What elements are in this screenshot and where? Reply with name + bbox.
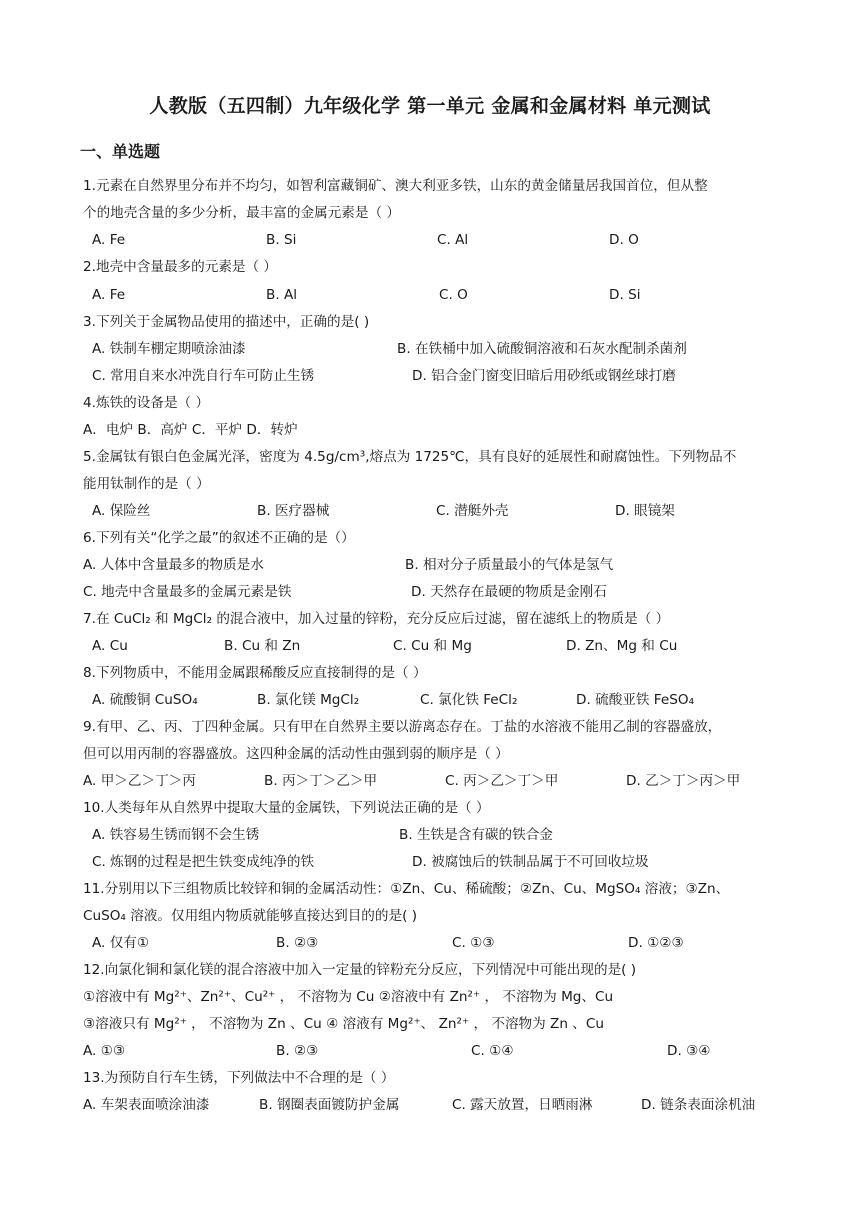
- question-12-line-1: 12.向氯化铜和氯化镁的混合溶液中加入一定量的锌粉充分反应，下列情况中可能出现的是( ): [83, 962, 637, 978]
- question-4-options: A．电炉 B．高炉 C．平炉 D．转炉: [83, 422, 298, 438]
- question-10-line-1: 10.人类每年从自然界中提取大量的金属铁，下列说法正确的是（ ）: [83, 800, 490, 816]
- question-12-line-3: ③溶液只有 Mg²⁺ ， 不溶物为 Zn 、Cu ④ 溶液有 Mg²⁺、 Zn²⁺ ， 不溶物为 Zn 、Cu: [83, 1016, 605, 1032]
- question-2-line-1: 2.地壳中含量最多的元素是（ ）: [83, 259, 278, 275]
- question-11-option-c: C. ①③: [452, 935, 495, 951]
- question-12-option-d: D. ③④: [667, 1043, 711, 1059]
- question-13-line-1: 13.为预防自行车生锈，下列做法中不合理的是（ ）: [83, 1070, 395, 1086]
- question-10-option-b: B. 生铁是含有碳的铁合金: [399, 827, 553, 843]
- question-9-option-a: A. 甲＞乙＞丁＞丙: [83, 773, 196, 789]
- question-3-option-c: C. 常用自来水冲洗自行车可防止生锈: [92, 368, 315, 384]
- question-9-line-1: 9.有甲、乙、丙、丁四种金属。只有甲在自然界主要以游离态存在。丁盐的水溶液不能用乙制的容器盛放，: [83, 719, 722, 735]
- question-2-option-c: C. O: [439, 287, 468, 303]
- question-5-option-b: B. 医疗器械: [257, 503, 330, 519]
- question-9-option-b: B. 丙＞丁＞乙＞甲: [264, 773, 378, 789]
- question-8-option-b: B. 氯化镁 MgCl₂: [257, 692, 360, 708]
- question-11-option-b: B. ②③: [276, 935, 319, 951]
- question-13-option-c: C. 露天放置，日晒雨淋: [452, 1097, 593, 1113]
- question-12-line-2: ①溶液中有 Mg²⁺、Zn²⁺、Cu²⁺ ， 不溶物为 Cu ②溶液中有 Zn²⁺ ， 不溶物为 Mg、Cu: [83, 989, 614, 1005]
- question-12-option-a: A. ①③: [83, 1043, 126, 1059]
- question-6-option-a: A. 人体中含量最多的物质是水: [83, 557, 264, 573]
- question-11-option-d: D. ①②③: [628, 935, 684, 951]
- question-11-line-1: 11.分别用以下三组物质比较锌和铜的金属活动性：①Zn、Cu、稀硫酸；②Zn、Cu、MgSO₄ 溶液；③Zn、: [83, 881, 730, 897]
- question-10-option-a: A. 铁容易生锈而钢不会生锈: [92, 827, 260, 843]
- question-8-option-d: D. 硫酸亚铁 FeSO₄: [576, 692, 695, 708]
- question-10-option-c: C. 炼钢的过程是把生铁变成纯净的铁: [92, 854, 315, 870]
- question-6-line-1: 6.下列有关“化学之最”的叙述不正确的是（）: [83, 530, 355, 546]
- question-7-line-1: 7.在 CuCl₂ 和 MgCl₂ 的混合液中，加入过量的锌粉，充分反应后过滤，留在滤纸上的物质是（ ）: [83, 611, 670, 627]
- question-1-option-c: C. Al: [437, 232, 469, 248]
- question-1-option-b: B. Si: [266, 232, 297, 248]
- question-7-option-d: D. Zn、Mg 和 Cu: [566, 638, 678, 654]
- question-2-option-d: D. Si: [609, 287, 641, 303]
- question-3-line-1: 3.下列关于金属物品使用的描述中，正确的是( ): [83, 314, 370, 330]
- question-8-line-1: 8.下列物质中，不能用金属跟稀酸反应直接制得的是（ ）: [83, 665, 427, 681]
- question-12-option-c: C. ①④: [471, 1043, 514, 1059]
- question-1-option-a: A. Fe: [92, 232, 126, 248]
- question-2-option-a: A. Fe: [92, 287, 126, 303]
- question-5-line-2: 能用钛制作的是（ ）: [83, 476, 210, 492]
- question-2-option-b: B. Al: [266, 287, 298, 303]
- question-3-option-a: A. 铁制车棚定期喷涂油漆: [92, 341, 246, 357]
- question-10-option-d: D. 被腐蚀后的铁制品属于不可回收垃圾: [412, 854, 649, 870]
- section-heading: 一、单选题: [80, 142, 161, 161]
- question-9-option-c: C. 丙＞乙＞丁＞甲: [445, 773, 559, 789]
- question-5-option-c: C. 潜艇外壳: [436, 503, 509, 519]
- question-5-line-1: 5.金属钛有银白色金属光泽，密度为 4.5g/cm³,熔点为 1725℃，具有良好的延展性和耐腐蚀性。下列物品不: [83, 449, 737, 465]
- question-11-line-2: CuSO₄ 溶液。仅用组内物质就能够直接达到目的的是( ): [83, 908, 418, 924]
- question-9-line-2: 但可以用丙制的容器盛放。这四种金属的活动性由强到弱的顺序是（ ）: [83, 746, 509, 762]
- question-7-option-a: A. Cu: [92, 638, 128, 654]
- question-5-option-a: A. 保险丝: [92, 503, 151, 519]
- question-11-option-a: A. 仅有①: [92, 935, 150, 951]
- question-7-option-c: C. Cu 和 Mg: [393, 638, 472, 654]
- question-3-option-d: D. 铝合金门窗变旧暗后用砂纸或钢丝球打磨: [412, 368, 676, 384]
- question-7-option-b: B. Cu 和 Zn: [224, 638, 301, 654]
- question-9-option-d: D. 乙＞丁＞丙＞甲: [626, 773, 741, 789]
- question-1-line-2: 个的地壳含量的多少分析，最丰富的金属元素是（ ）: [83, 205, 400, 221]
- question-6-option-c: C. 地壳中含量最多的金属元素是铁: [83, 584, 292, 600]
- page-title: 人教版（五四制）九年级化学 第一单元 金属和金属材料 单元测试: [149, 95, 711, 117]
- question-8-option-c: C. 氯化铁 FeCl₂: [420, 692, 518, 708]
- question-13-option-a: A. 车架表面喷涂油漆: [83, 1097, 210, 1113]
- question-3-option-b: B. 在铁桶中加入硫酸铜溶液和石灰水配制杀菌剂: [397, 341, 687, 357]
- question-6-option-d: D. 天然存在最硬的物质是金刚石: [411, 584, 607, 600]
- question-4-line-1: 4.炼铁的设备是（ ）: [83, 395, 210, 411]
- question-1-option-d: D. O: [609, 232, 639, 248]
- question-13-option-b: B. 钢圈表面镀防护金属: [259, 1097, 400, 1113]
- question-6-option-b: B. 相对分子质量最小的气体是氢气: [405, 557, 614, 573]
- question-8-option-a: A. 硫酸铜 CuSO₄: [92, 692, 198, 708]
- question-1-line-1: 1.元素在自然界里分布并不均匀，如智利富藏铜矿、澳大利亚多铁，山东的黄金储量居我国首位，但从整: [83, 178, 708, 194]
- question-5-option-d: D. 眼镜架: [615, 503, 675, 519]
- question-12-option-b: B. ②③: [276, 1043, 319, 1059]
- question-13-option-d: D. 链条表面涂机油: [641, 1097, 756, 1113]
